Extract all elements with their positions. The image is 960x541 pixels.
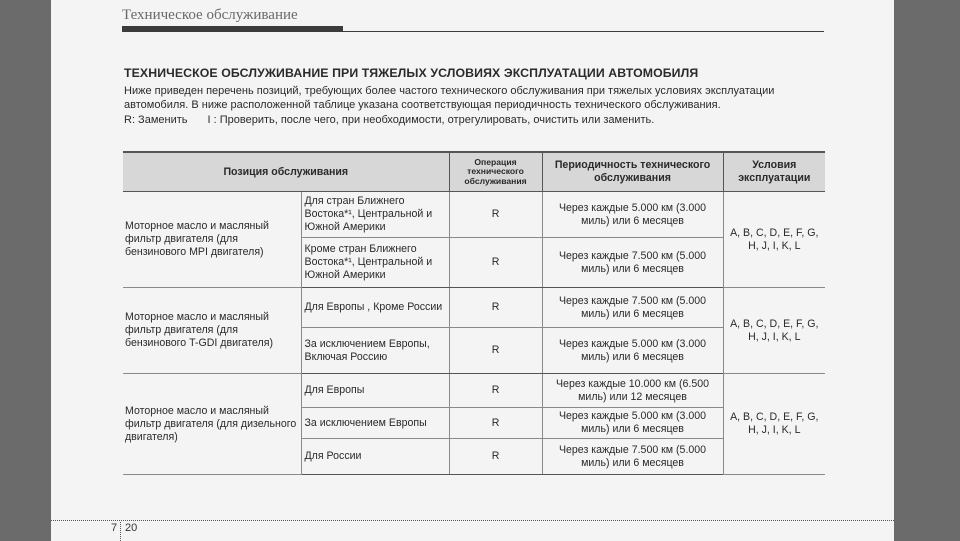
operation-cell: R (449, 192, 542, 238)
item-cell: Моторное масло и масляный фильтр двигателя (для бензинового T-GDI двигателя) (123, 288, 301, 374)
table-row (123, 374, 825, 408)
operation-cell: R (449, 374, 542, 408)
col-header-conditions: Условия эксплуатации (723, 152, 825, 192)
table-body (123, 192, 825, 475)
intro-block (124, 84, 824, 127)
region-cell: Для стран Ближнего Востока*¹, Центральной и Южной Америки (301, 192, 449, 238)
legend-inspect: I : Проверить, после чего, при необходимости, отрегулировать, очистить или заменить. (207, 114, 655, 126)
manual-page (51, 0, 894, 541)
intro-text: Ниже приведен перечень позиций, требующих более частого технического обслуживания при тяжелых условиях эксплуатации автомобиля. В ниже расположенной таблице указана соответствующая периодичность технического обслуживания. (124, 85, 775, 111)
footer-divider (120, 522, 121, 541)
operation-cell: R (449, 408, 542, 439)
interval-cell: Через каждые 5.000 км (3.000 миль) или 6 месяцев (542, 192, 723, 238)
interval-cell: Через каждые 10.000 км (6.500 миль) или 12 месяцев (542, 374, 723, 408)
table-row (123, 192, 825, 238)
region-cell: Для Европы , Кроме России (301, 288, 449, 328)
interval-cell: Через каждые 5.000 км (3.000 миль) или 6 месяцев (542, 328, 723, 374)
conditions-cell: A, B, C, D, E, F, G, H, J, I, K, L (723, 374, 825, 475)
operation-cell: R (449, 328, 542, 374)
maintenance-table (123, 151, 825, 475)
region-cell: За исключением Европы (301, 408, 449, 439)
page-number-value: 20 (125, 522, 138, 534)
col-header-interval: Периодичность технического обслуживания (542, 152, 723, 192)
conditions-cell: A, B, C, D, E, F, G, H, J, I, K, L (723, 192, 825, 288)
operation-cell: R (449, 238, 542, 288)
interval-cell: Через каждые 7.500 км (5.000 миль) или 6 месяцев (542, 288, 723, 328)
legend (124, 113, 824, 127)
header-rule (122, 31, 824, 32)
region-cell: Для Европы (301, 374, 449, 408)
interval-cell: Через каждые 7.500 км (5.000 миль) или 6 месяцев (542, 439, 723, 475)
conditions-cell: A, B, C, D, E, F, G, H, J, I, K, L (723, 288, 825, 374)
region-cell: Кроме стран Ближнего Востока*¹, Центральной и Южной Америки (301, 238, 449, 288)
operation-cell: R (449, 439, 542, 475)
chapter-number: 7 (111, 522, 118, 534)
item-cell: Моторное масло и масляный фильтр двигателя (для дизельного двигателя) (123, 374, 301, 475)
interval-cell: Через каждые 7.500 км (5.000 миль) или 6 месяцев (542, 238, 723, 288)
table-header-row (123, 152, 825, 192)
page-heading: ТЕХНИЧЕСКОЕ ОБСЛУЖИВАНИЕ ПРИ ТЯЖЕЛЫХ УСЛОВИЯХ ЭКСПЛУАТАЦИИ АВТОМОБИЛЯ (124, 66, 699, 80)
region-cell: Для России (301, 439, 449, 475)
region-cell: За исключением Европы, Включая Россию (301, 328, 449, 374)
item-cell: Моторное масло и масляный фильтр двигателя (для бензинового MPI двигателя) (123, 192, 301, 288)
col-header-operation: Операция технического обслуживания (449, 152, 542, 192)
footer-rule (51, 520, 894, 521)
col-header-position: Позиция обслуживания (123, 152, 449, 192)
operation-cell: R (449, 288, 542, 328)
legend-replace: R: Заменить (124, 114, 188, 126)
table-row (123, 288, 825, 328)
interval-cell: Через каждые 5.000 км (3.000 миль) или 6 месяцев (542, 408, 723, 439)
section-title: Техническое обслуживание (122, 7, 298, 23)
